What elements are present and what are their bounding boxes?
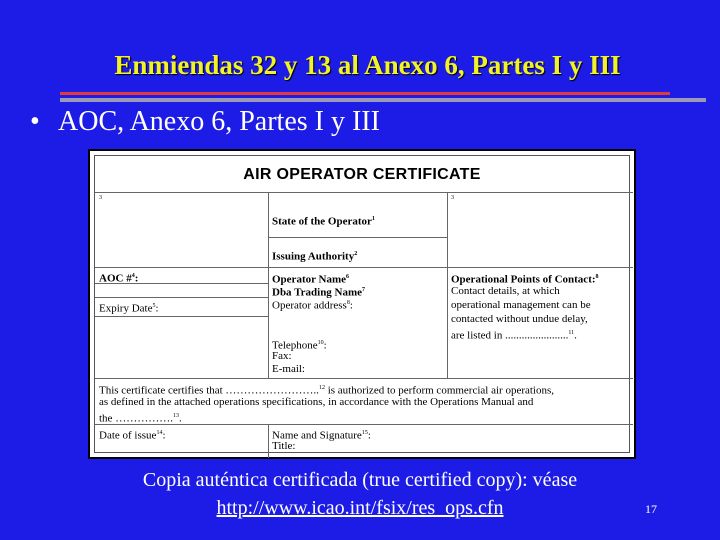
- fax-label: Fax:: [272, 350, 292, 362]
- bullet-item: [30, 106, 380, 138]
- grid-line: [268, 424, 269, 458]
- title-underline-grey: [60, 98, 706, 102]
- telephone-label: Telephone$^{10}$:: [272, 339, 327, 352]
- aoc-number-label: AOC #$^4$:: [99, 272, 139, 285]
- superscript-left: 3: [99, 195, 102, 201]
- grid-line: [95, 297, 268, 298]
- grid-line: [95, 192, 633, 193]
- grid-line: [268, 192, 269, 378]
- caption-text: Copia auténtica certificada (true certified copy): véase: [142, 469, 578, 491]
- air-operator-certificate-image: [88, 149, 636, 459]
- email-label: E-mail:: [272, 363, 305, 375]
- contact-line: Contact details, at which: [451, 285, 560, 297]
- expiry-date-label: Expiry Date$^5$:: [99, 302, 159, 315]
- bullet-text: AOC, Anexo 6, Partes I y III: [58, 106, 380, 137]
- grid-line: [95, 316, 268, 317]
- date-of-issue-label: Date of issue$^{14}$:: [99, 429, 166, 442]
- grid-line: [95, 378, 633, 379]
- certifies-line-3: the …………….$^{13}$.: [99, 412, 182, 425]
- certificate-title: AIR OPERATOR CERTIFICATE: [243, 166, 481, 183]
- name-signature-label: Name and Signature$^{15}$:: [272, 429, 371, 442]
- certifies-line-1: This certificate certifies that ……………………..$^{12}$ is authorized to perform commercial air operations,: [99, 384, 555, 397]
- issuing-authority-label: Issuing Authority$^2$: [272, 250, 358, 263]
- dba-trading-name-label: Dba Trading Name$^7$: [272, 286, 366, 299]
- operator-address-label: Operator address$^8$:: [272, 299, 353, 312]
- superscript-right: 3: [451, 195, 454, 201]
- caption: [80, 466, 640, 522]
- title-field-label: Title:: [272, 440, 296, 452]
- grid-line: [95, 267, 633, 268]
- contact-line: operational management can be: [451, 299, 591, 311]
- contact-line: are listed in .......................$^{11}$.: [451, 329, 577, 342]
- slide-title: Enmiendas 32 y 13 al Anexo 6, Partes I y III: [114, 50, 621, 80]
- certifies-line-2: as defined in the attached operations specifications, in accordance with the Operations Manual and: [99, 396, 534, 408]
- operator-name-label: Operator Name$^6$: [272, 273, 350, 286]
- contact-line: contacted without undue delay,: [451, 313, 588, 325]
- grid-line: [268, 237, 447, 238]
- state-of-operator-label: State of the Operator$^1$: [272, 215, 375, 228]
- icao-link[interactable]: http://www.icao.int/fsix/res_ops.cfn: [216, 497, 504, 519]
- bullet-marker: •: [30, 106, 40, 137]
- grid-line: [447, 192, 448, 378]
- page-number: 17: [645, 502, 657, 516]
- contact-heading: Operational Points of Contact:$^8$: [451, 273, 599, 286]
- title-underline-red: [60, 92, 670, 95]
- certificate-frame: [94, 155, 630, 453]
